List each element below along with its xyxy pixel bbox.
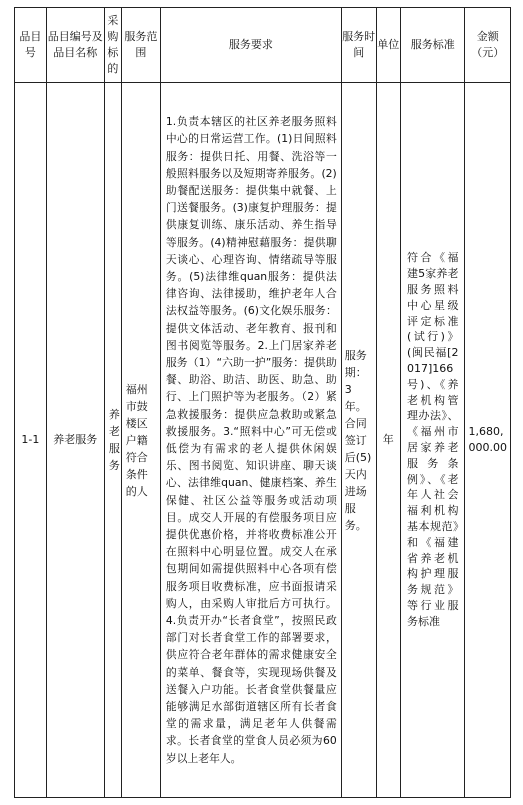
- table-row: [15, 83, 511, 798]
- header-service-requirements: 服务要求: [160, 8, 341, 83]
- cell-amount: 1,680,000.00: [465, 83, 511, 798]
- cell-item-code-name: 养老服务: [46, 83, 104, 798]
- cell-service-standard: 符合《福建5家养老服务照料中心星级评定标准(试行)》(闽民福[2017]166号)、《养老机构管理办法》、《福州市居家养老服务条例》、《老年人社会福利机构基本规范》和《福建省养老机构护理服务规范》等行业服务标准: [400, 83, 465, 798]
- header-service-standard: 服务标准: [400, 8, 465, 83]
- header-service-scope: 服务范围: [121, 8, 160, 83]
- cell-procurement-target: 养老服务: [104, 83, 121, 798]
- cell-item-no: 1-1: [15, 83, 47, 798]
- procurement-service-table: [14, 7, 511, 798]
- cell-service-requirements: 1.负责本辖区的社区养老服务照料中心的日常运营工作。(1)日间照料服务：提供日托、用餐、洗浴等一般照料服务以及短期寄养服务。(2)助餐配送服务：提供集中就餐、上门送餐服务。(3)康复护理服务：提供康复训练、康乐活动、养生指导等服务。(4)精神慰藉服务：提供聊天谈心、心理咨询、情绪疏导等服务。(5)法律维quan服务：提供法律咨询、法律援助，维护老年人合法权益等服务。(6)文化娱乐服务：提供文体活动、老年教育、报刊和图书阅览等服务。2.上门居家养老服务（1）“六助一护”服务：提供助餐、助浴、助洁、助医、助急、助行、上门照护等为老服务。（2）紧急救援服务：提供应急救助或紧急救援服务。3.“照料中心”可无偿或低偿为有需求的老人提供休闲娱乐、图书阅览、知识讲座、聊天谈心、法律维quan、健康档案、养生保健、社区公益等服务或活动项目。成交人开展的有偿服务项目应提供优惠价格，并将收费标准公开在照料中心明显位置。成交人在承包期间如需提供照料中心各项有偿服务项目收费标准，应书面报请采购人，由采购人审批后方可执行。4.负责开办“长者食堂”，按照民政部门对长者食堂工作的部署要求，供应符合老年群体的需求健康安全的菜单、餐食等，实现现场供餐及送餐入户功能。长者食堂供餐量应能够满足水部街道辖区所有长者食堂的需求量，满足老年人供餐需求。长者食堂的堂食人员必须为60岁以上老年人。: [160, 83, 341, 798]
- header-service-time: 服务时间: [341, 8, 376, 83]
- cell-service-scope: 福州市鼓楼区户籍符合条件的人: [121, 83, 160, 798]
- cell-unit: 年: [376, 83, 400, 798]
- header-procurement-target: 采购标的: [104, 8, 121, 83]
- table-header-row: [15, 8, 511, 83]
- header-amount: 金额（元）: [465, 8, 511, 83]
- cell-service-time: 服务期：3年。合同签订后(5)天内进场服务。: [341, 83, 376, 798]
- header-item-code-name: 品目编号及品目名称: [46, 8, 104, 83]
- header-unit: 单位: [376, 8, 400, 83]
- header-item-no: 品目号: [15, 8, 47, 83]
